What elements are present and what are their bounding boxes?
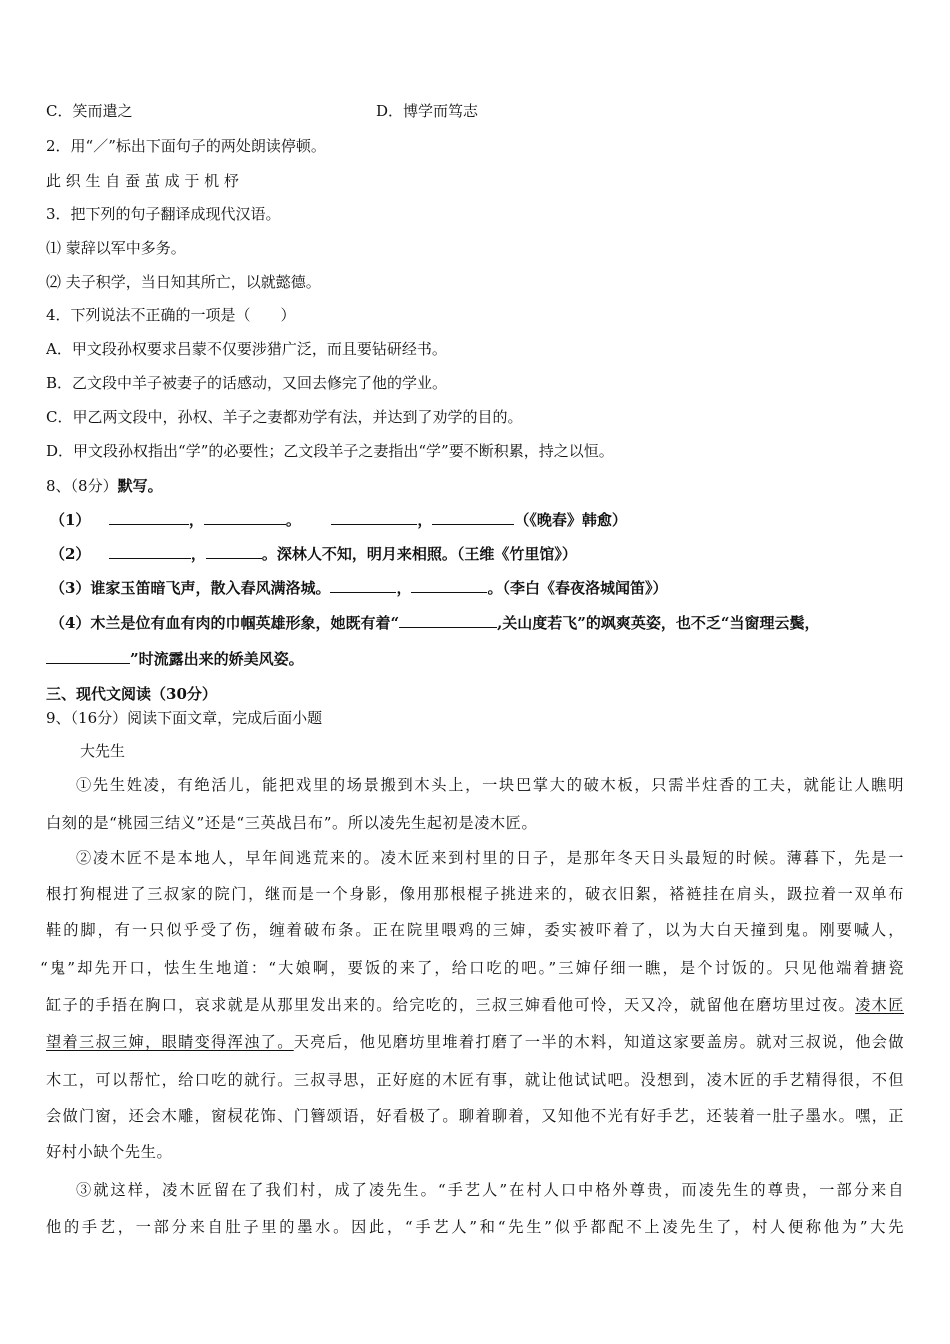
q2-sentence: 此 织 生 自 蚕 茧 成 于 机 杼 [46, 172, 239, 190]
q2-prompt: 2．用“／”标出下面句子的两处朗读停顿。 [46, 137, 326, 155]
article-p3-line-2: 他的手艺，一部分来自肚子里的墨水。因此，“手艺人”和“先生”似乎都配不上凌先生了，村人便称他为”大先 [46, 1218, 904, 1236]
article-p2-line-6b: 天亮后，他见磨坊里堆着打磨了一半的木料，知道这家要盖房。就对三叔说，他会做 [293, 1033, 904, 1051]
q8-l2-num: （2） [50, 545, 91, 563]
q4-option-c: C．甲乙两文段中，孙权、羊子之妻都劝学有法，并达到了劝学的目的。 [46, 408, 523, 426]
fill-blank[interactable] [206, 544, 262, 559]
q9-prompt: 9、（16分）阅读下面文章，完成后面小题 [46, 709, 323, 727]
q4-option-b: B．乙文段中羊子被妻子的话感动，又回去修完了他的学业。 [46, 374, 448, 392]
q8-line-3 [50, 578, 910, 598]
q8-l2-text: 。深林人不知，明月来相照。（王维《竹里馆》） [261, 545, 577, 563]
option-d: D．博学而笃志 [376, 102, 479, 120]
q8-line-2 [50, 544, 910, 564]
q3-item-2: ⑵ 夫子积学，当日知其所亡，以就懿德。 [46, 273, 321, 291]
q4-prompt: 4．下列说法不正确的一项是（ ） [46, 306, 296, 324]
fill-blank[interactable] [204, 510, 286, 525]
article-p2-line-5a: 缸子的手捂在胸口，哀求就是从那里发出来的。给完吃的，三叔三婶看他可怜，天又冷，就留他在磨坊里过夜。 [46, 996, 856, 1014]
article-p1-line-1: ①先生姓凌，有绝活儿，能把戏里的场景搬到木头上，一块巴掌大的破木板，只需半炷香的工夫，就能让人瞧明 [76, 776, 904, 794]
q3-item-1: ⑴ 蒙辞以军中多务。 [46, 239, 186, 257]
q8-line-1 [50, 510, 910, 530]
fill-blank[interactable] [399, 613, 497, 628]
article-title: 大先生 [80, 742, 126, 760]
fill-blank[interactable] [109, 544, 191, 559]
q8-line-5 [46, 649, 910, 669]
section-3-title: 三、现代文阅读（30分） [46, 685, 217, 703]
q8-l3-sep: ， [396, 579, 412, 597]
article-p2-line-9: 好村小缺个先生。 [46, 1143, 173, 1161]
q8-l1-sep3: ， [417, 511, 433, 529]
article-p2-line-5 [46, 995, 904, 1015]
q8-l2-sep: ， [190, 545, 206, 563]
underlined-sentence-start: 凌木匠 [855, 996, 904, 1014]
q8-l1-sep2: 。 [285, 511, 301, 529]
q8-l1-sep: ， [188, 511, 204, 529]
q8-l1-num: （1） [50, 511, 91, 529]
q8-title-prefix: 8、（8分） [46, 477, 118, 495]
q1-options-row [46, 101, 910, 121]
article-p2-line-7: 木工，可以帮忙，给口吃的就行。三叔寻思，正好庭的木匠有事，就让他试试吧。没想到，凌木匠的手艺精得很，不但 [46, 1071, 904, 1089]
q8-l4-text: （4）木兰是位有血有肉的巾帼英雄形象，她既有着“ [50, 614, 400, 632]
option-c: C．笑而遣之 [46, 102, 133, 120]
article-p3-line-1: ③就这样，凌木匠留在了我们村，成了凌先生。“手艺人”在村人口中格外尊贵，而凌先生的尊贵，一部分来自 [76, 1181, 904, 1199]
q3-prompt: 3．把下列的句子翻译成现代汉语。 [46, 205, 281, 223]
q8-title-bold: 默写。 [117, 477, 163, 495]
q8-l5-text: ”时流露出来的娇美风姿。 [130, 650, 304, 668]
fill-blank[interactable] [46, 649, 130, 664]
article-p2-line-2: 根打狗棍进了三叔家的院门，继而是一个身影，像用那根棍子挑进来的，破衣旧絮，褡裢挂在肩头，趿拉着一双单布 [46, 885, 904, 903]
q8-l1-source: （《晚春》韩愈） [514, 511, 627, 529]
q8-line-4 [50, 613, 914, 633]
fill-blank[interactable] [432, 510, 514, 525]
fill-blank[interactable] [109, 510, 189, 525]
fill-blank[interactable] [411, 578, 487, 593]
article-p2-line-4: “鬼”却先开口，怯生生地道：“大娘啊，要饭的来了，给口吃的吧。”三婶仔细一瞧，是个讨饭的。只见他端着搪瓷 [40, 959, 904, 977]
q4-option-a: A．甲文段孙权要求吕蒙不仅要涉猎广泛，而且要钻研经书。 [46, 340, 447, 358]
q4-option-d: D．甲文段孙权指出“学”的必要性；乙文段羊子之妻指出“学”要不断积累，持之以恒。 [46, 442, 614, 460]
q8-title [46, 476, 910, 496]
q8-l3-source: 。（李白《春夜洛城闻笛》） [487, 579, 668, 597]
article-p2-line-3: 鞋的脚，有一只似乎受了伤，缠着破布条。正在院里喂鸡的三婶，委实被吓着了，以为大白天撞到鬼。刚要喊人， [46, 921, 904, 939]
article-p1-line-2: 白刻的是“桃园三结义”还是“三英战吕布”。所以凌先生起初是凌木匠。 [46, 814, 538, 832]
q8-l3-text: （3）谁家玉笛暗飞声，散入春风满洛城。 [50, 579, 331, 597]
article-p2-line-8: 会做门窗，还会木雕，窗棂花饰、门簪颂语，好看极了。聊着聊着，又知他不光有好手艺，还装着一肚子墨水。嘿，正 [46, 1107, 904, 1125]
fill-blank[interactable] [331, 510, 417, 525]
underlined-sentence-end: 望着三叔三婶，眼睛变得浑浊了。 [46, 1033, 294, 1051]
article-p2-line-6 [46, 1032, 904, 1052]
article-p2-line-1: ②凌木匠不是本地人，早年间逃荒来的。凌木匠来到村里的日子，是那年冬天日头最短的时候。薄暮下，先是一 [76, 849, 904, 867]
fill-blank[interactable] [330, 578, 396, 593]
q8-l4-text2: ,关山度若飞”的飒爽英姿，也不乏“当窗理云鬓， [497, 614, 820, 632]
